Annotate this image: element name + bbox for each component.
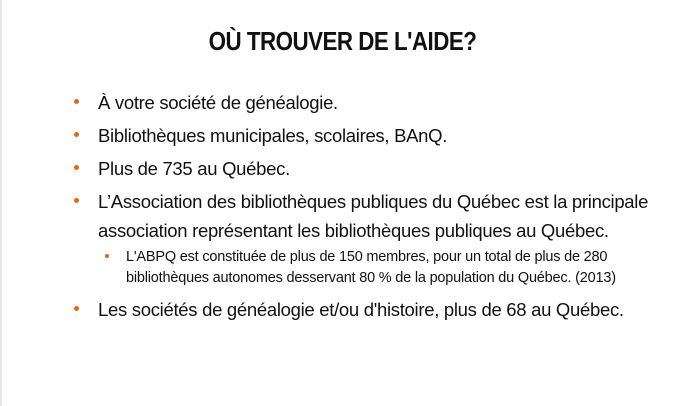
list-item xyxy=(74,295,664,324)
list-item-text: À votre société de généalogie. xyxy=(98,92,338,113)
slide-title: OÙ TROUVER DE L'AIDE? xyxy=(208,26,477,56)
slide-edge xyxy=(0,0,2,406)
bullet-list xyxy=(74,88,664,328)
bullet-dot-icon xyxy=(74,99,79,104)
bullet-dot-icon xyxy=(74,165,79,170)
sub-list-item xyxy=(74,247,664,289)
sub-bullet-dot-icon xyxy=(105,254,109,258)
list-item-text: Bibliothèques municipales, scolaires, BAnQ. xyxy=(98,125,448,146)
list-item-text: Les sociétés de généalogie et/ou d'histoire, plus de 68 au Québec. xyxy=(98,299,624,320)
bullet-dot-icon xyxy=(74,132,79,137)
list-item xyxy=(74,88,664,117)
list-item-text: L’Association des bibliothèques publiques du Québec est la principale association représentant les bibliothèques publiques au Québec. xyxy=(98,191,649,241)
bullet-dot-icon xyxy=(74,306,79,311)
list-item xyxy=(74,187,664,245)
bullet-dot-icon xyxy=(74,198,79,203)
list-item xyxy=(74,154,664,183)
list-item xyxy=(74,121,664,150)
sub-list-item-text: L'ABPQ est constituée de plus de 150 membres, pour un total de plus de 280 bibliothèques autonomes desservant 80 % de la population du Québec. (2013) xyxy=(126,249,616,286)
list-item-text: Plus de 735 au Québec. xyxy=(98,158,290,179)
